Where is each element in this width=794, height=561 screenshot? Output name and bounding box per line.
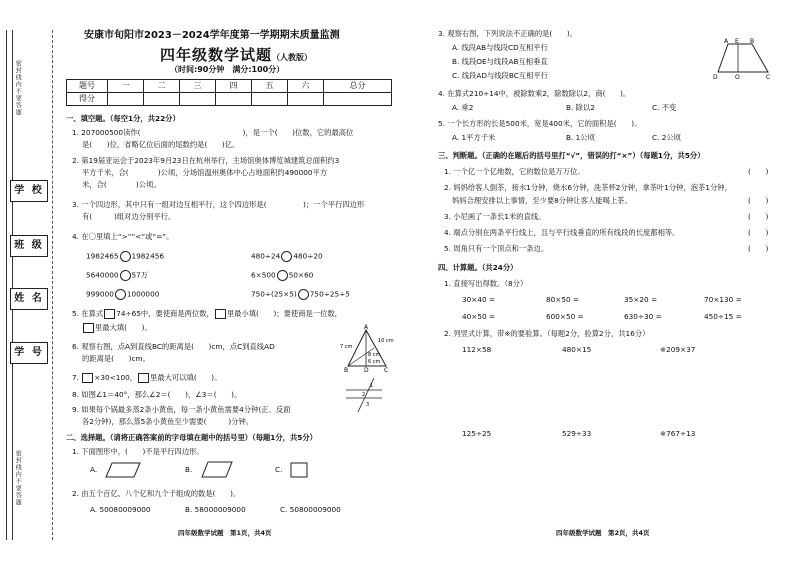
fig-label: B: [344, 367, 349, 374]
m5-option-b[interactable]: B. 1公顷: [566, 133, 595, 142]
q8: 8. 如图∠1＝40°，那么∠2＝( )，∠3＝( )。: [72, 390, 242, 399]
vertical-calc[interactable]: ※209×37: [660, 345, 696, 354]
compare-left: 1982465: [86, 251, 119, 261]
section-choice: 二、选择题。（请将正确答案前的字母填在题中的括号里）（每题1分，共5分）: [66, 433, 317, 442]
fig-label: 8 cm: [368, 352, 381, 358]
q5-text: 里最小填( )；要使商是一位数，: [226, 309, 342, 318]
compare-right: 50×60: [288, 270, 314, 280]
score-input[interactable]: [288, 93, 324, 106]
edition-text: （人教版）: [272, 53, 313, 62]
score-row-header: [67, 80, 392, 93]
m2-option-a[interactable]: A. 50080009000: [90, 505, 151, 514]
m3-option-b[interactable]: B. 线段OE与线段AB互相垂直: [452, 57, 548, 66]
fig-label: 10 cm: [378, 338, 394, 344]
calc-item[interactable]: 450÷15 =: [704, 312, 742, 321]
score-input[interactable]: [108, 93, 144, 106]
compare-6: [251, 289, 350, 300]
m5-prompt: 5. 一个长方形的长是500米，宽是400米，它的面积是( )。: [438, 119, 642, 128]
j2-line2: 妈妈合理安排以上事情，至少要8分钟让客人能喝上茶。: [452, 196, 632, 205]
binding-strip: [4, 30, 62, 540]
j5-answer[interactable]: ( ): [748, 244, 769, 253]
score-input[interactable]: [252, 93, 288, 106]
j1-answer[interactable]: ( ): [748, 167, 769, 176]
q3-line2: 有( )组对边分别平行。: [82, 212, 176, 221]
blank-box[interactable]: [83, 323, 94, 333]
score-input[interactable]: [144, 93, 180, 106]
q9-line1: 9. 如果每个锅最多蒸2条小黄鱼，每一条小黄鱼需要4分钟(正、反面: [72, 405, 291, 414]
fig-label: B: [750, 38, 755, 45]
compare-5: [86, 289, 159, 300]
q2-line1: 2. 第19届亚运会于2023年9月23日在杭州举行，主场馆奥体博览城建筑总面积约3: [72, 156, 340, 165]
q1-line2: 是( )位，省略亿位后面的尾数约是( )亿。: [82, 140, 240, 149]
page-title: [160, 46, 312, 64]
compare-circle[interactable]: [115, 289, 126, 300]
m5-option-a[interactable]: A. 1平方千米: [452, 133, 496, 142]
score-cell: 一: [108, 80, 144, 93]
vertical-calc[interactable]: 480×15: [562, 345, 592, 354]
angle-figure: [344, 376, 384, 416]
fig-label: A: [364, 324, 369, 331]
m2-option-b[interactable]: B. 58000009000: [185, 505, 246, 514]
q2-line3: 米，合( )公顷。: [82, 180, 161, 189]
page-footer-right: 四年级数学试题 第2页，共4页: [556, 529, 650, 537]
q7-text: 里最大可以填( )。: [150, 373, 222, 382]
j4: 4. 端点分别在两条平行线上，且与平行线垂直的所有线段的长度都相等。: [444, 228, 680, 237]
m2-prompt: 2. 由五个百亿、八个亿和九个千组成的数是( )。: [72, 489, 241, 498]
time-score: （时间:90分钟 满分:100分）: [170, 65, 285, 74]
m4-option-c[interactable]: C. 不变: [652, 103, 677, 112]
q7-text: ×30<100，: [94, 373, 138, 382]
q2-line2: 平方千米，合( )公顷，分场馆温州奥体中心占地面积约490000平方: [82, 168, 328, 177]
score-input[interactable]: [324, 93, 392, 106]
j2-answer[interactable]: ( ): [748, 196, 769, 205]
m1-option-b[interactable]: B.: [185, 465, 193, 474]
calc-item[interactable]: 70×130 =: [704, 295, 742, 304]
score-cell: 五: [252, 80, 288, 93]
compare-right: 750÷25÷5: [309, 289, 350, 299]
q1-line1: 1. 207000500读作( )，是一个( )位数，它的最高位: [72, 128, 354, 137]
score-cell: 六: [288, 80, 324, 93]
q7: [72, 373, 221, 383]
score-row-input: [67, 93, 392, 106]
q6-line1: 6. 观察右图，点A到直线BC的距离是( )cm，点C到直线AD: [72, 342, 275, 351]
strip-line: [6, 30, 7, 540]
score-cell: 总分: [324, 80, 392, 93]
m4-option-b[interactable]: B. 除以2: [566, 103, 595, 112]
compare-right: 480÷20: [293, 251, 323, 261]
seal-note-bottom: 密封线内不要答题: [14, 450, 22, 506]
seal-dashed-line: [52, 30, 53, 540]
trapezoid-figure: [710, 38, 780, 80]
compare-circle[interactable]: [120, 251, 131, 262]
compare-circle[interactable]: [281, 251, 292, 262]
q4-prompt: 4. 在〇里填上“>”“<”或“=”。: [72, 232, 174, 241]
blank-box[interactable]: [138, 373, 149, 383]
compare-left: 6×500: [251, 270, 276, 280]
compare-left: 5640000: [86, 270, 119, 280]
fig-label: D: [364, 367, 369, 374]
compare-4: [251, 270, 313, 281]
compare-left: 750÷(25×5): [251, 289, 297, 299]
m1-prompt: 1. 下面图形中，( )不是平行四边形。: [72, 447, 204, 456]
calc-item[interactable]: 35×20 =: [624, 295, 658, 304]
vertical-calc[interactable]: ※767÷13: [660, 429, 696, 438]
q9-line2: 各2分钟)，那么蒸5条小黄鱼至少需要( )分钟。: [82, 417, 254, 426]
fig-label: 2: [362, 392, 366, 398]
parallelogram-shape-a: [104, 461, 144, 481]
calc-item[interactable]: 40×50 =: [462, 312, 496, 321]
seal-note-top: 密封线内不要答题: [14, 60, 22, 116]
calc-item[interactable]: 600×50 =: [546, 312, 584, 321]
compare-1: [86, 251, 164, 262]
j1: 1. 一个亿一个亿地数，它的数位是万万位。: [444, 167, 585, 176]
j2-line1: 2. 妈妈给客人倒茶，接水1分钟，烧水6分钟，洗茶杯2分钟，拿茶叶1分钟，泡茶1分钟，: [444, 183, 732, 192]
fig-label: O: [735, 74, 740, 81]
score-input[interactable]: [180, 93, 216, 106]
vertical-calc[interactable]: 125÷25: [462, 429, 492, 438]
compare-circle[interactable]: [120, 270, 131, 281]
q5-text: 里最大填( )。: [95, 323, 152, 332]
j3-answer[interactable]: ( ): [748, 212, 769, 221]
m4-prompt: 4. 在算式210÷14中，被除数乘2，除数除以2，商( )。: [438, 89, 631, 98]
compare-left: 480÷24: [251, 251, 281, 261]
parallelogram-shape-b: [198, 460, 238, 480]
score-cell: 题号: [67, 80, 108, 93]
m2-option-c[interactable]: C. 50800009000: [280, 505, 341, 514]
fig-label: C: [384, 367, 389, 374]
vertical-calc[interactable]: 529÷33: [562, 429, 592, 438]
blank-box[interactable]: [104, 309, 115, 319]
compare-left: 999000: [86, 289, 114, 299]
fig-label: 7 cm: [340, 344, 353, 350]
strip-line: [12, 30, 13, 540]
fig-label: 3: [366, 402, 370, 408]
q5-line1: [72, 309, 342, 319]
fig-label: 6 cm: [368, 359, 381, 365]
j5: 5. 周角只有一个顶点和一条边。: [444, 244, 549, 253]
number-field[interactable]: 学 号: [10, 342, 48, 364]
score-table: [66, 79, 392, 106]
fig-label: E: [735, 38, 739, 45]
q5-line2: [82, 323, 152, 333]
j4-answer[interactable]: ( ): [748, 228, 769, 237]
blank-box[interactable]: [82, 373, 93, 383]
compare-right: 1982456: [131, 251, 164, 261]
class-field[interactable]: 班 级: [10, 235, 48, 257]
blank-box[interactable]: [215, 309, 226, 319]
score-cell: 得分: [67, 93, 108, 106]
calc-item[interactable]: 630÷30 =: [624, 312, 662, 321]
score-cell: 四: [216, 80, 252, 93]
name-field[interactable]: 姓 名: [10, 288, 48, 310]
section-fill-blank: 一、填空题。（每空1分，共22分）: [66, 114, 180, 123]
compare-circle[interactable]: [277, 270, 288, 281]
compare-3: [86, 270, 148, 281]
section-judge: 三、判断题。（正确的在题后的括号里打“√”，错误的打“×”）（每题1分，共5分）: [438, 151, 705, 160]
fig-label: C: [766, 74, 771, 81]
q6-line2: 的距离是( )cm。: [82, 354, 150, 363]
calc-item[interactable]: 80×50 =: [546, 295, 580, 304]
k1-prompt: 1. 直接写出得数。（8分）: [444, 279, 528, 288]
triangle-figure: [338, 326, 398, 372]
m3-option-a[interactable]: A. 线段AB与线段CD互相平行: [452, 43, 548, 52]
j3: 3. 小尼画了一条长1米的直线。: [444, 212, 546, 221]
vertical-calc[interactable]: 112×58: [462, 345, 492, 354]
score-input[interactable]: [216, 93, 252, 106]
fig-label: A: [724, 38, 729, 45]
m1-option-a[interactable]: A.: [90, 465, 98, 474]
k2-prompt: 2. 列竖式计算，带※的要验算。（每题2分，验算2分，共16分）: [444, 329, 650, 338]
school-field[interactable]: 学 校: [10, 180, 48, 202]
m5-option-c[interactable]: C. 2公顷: [652, 133, 681, 142]
m1-option-c[interactable]: C.: [275, 465, 283, 474]
q3-line1: 3. 一个四边形，其中只有一组对边互相平行，这个四边形是( )；一个平行四边形: [72, 200, 365, 209]
title-text: 四年级数学试题: [160, 46, 273, 64]
m3-prompt: 3. 观察右图，下列说法不正确的是( )。: [438, 29, 578, 38]
q5-text: 5. 在算式: [72, 309, 104, 318]
m3-option-c[interactable]: C. 线段AD与线段BC互相平行: [452, 71, 548, 80]
page-footer-left: 四年级数学试题 第1页，共4页: [178, 529, 272, 537]
compare-right: 1000000: [126, 289, 160, 299]
calc-item[interactable]: 30×40 =: [462, 295, 496, 304]
q5-text: 74÷65中，要使商是两位数，: [116, 309, 214, 318]
compare-circle[interactable]: [298, 289, 309, 300]
compare-right: 57万: [131, 270, 149, 280]
score-cell: 二: [144, 80, 180, 93]
fig-label: 1: [370, 383, 374, 389]
fig-label: D: [713, 74, 718, 81]
score-cell: 三: [180, 80, 216, 93]
trapezoid-shape-c: [289, 461, 319, 481]
exam-header: 安康市旬阳市2023－2024学年度第一学期期末质量监测: [84, 30, 340, 41]
section-calc: 四、计算题。（共24分）: [438, 263, 518, 272]
compare-2: [251, 251, 323, 262]
q7-text: 7.: [72, 373, 82, 382]
m4-option-a[interactable]: A. 乘2: [452, 103, 474, 112]
